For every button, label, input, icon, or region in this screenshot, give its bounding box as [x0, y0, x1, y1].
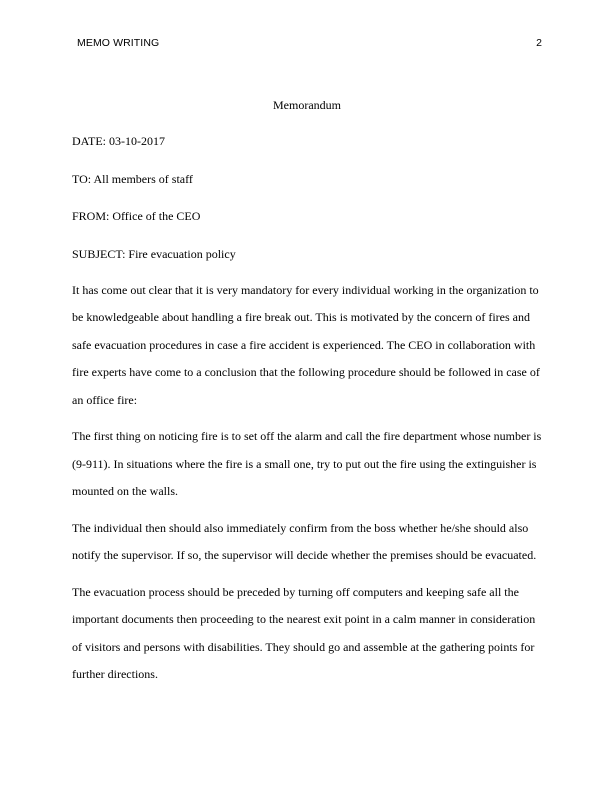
memo-to: TO: All members of staff	[72, 171, 193, 186]
memo-paragraph: It has come out clear that it is very mandatory for every individual working in the organization to be knowledgeable about handling a fire break out. This is motivated by the concern of fires and safe evacuation procedures in case a fire accident is experienced. The CEO in collaboration with fire experts have come to a conclusion that the following procedure should be followed in case of an office fire:	[72, 282, 540, 407]
running-head: MEMO WRITING	[77, 37, 160, 49]
memo-body	[72, 96, 542, 698]
memo-title: Memorandum	[273, 98, 341, 112]
page-number: 2	[536, 37, 542, 49]
memo-paragraph: The evacuation process should be preceded by turning off computers and keeping safe all the important documents then proceeding to the nearest exit point in a calm manner in consideration of visitors and persons with disabilities. They should go and assemble at the gathering points for further directions.	[72, 584, 536, 681]
memo-paragraph: The first thing on noticing fire is to set off the alarm and call the fire department whose number is (9-911). In situations where the fire is a small one, try to put out the fire using the extinguisher is mounted on the walls.	[72, 429, 542, 498]
memo-from: FROM: Office of the CEO	[72, 209, 201, 223]
memo-subject: SUBJECT: Fire evacuation policy	[72, 246, 236, 261]
memo-date: DATE: 03-10-2017	[72, 134, 165, 148]
memo-paragraph: The individual then should also immediately confirm from the boss whether he/she should also notify the supervisor. If so, the supervisor will decide whether the premises should be evacuated.	[72, 520, 537, 562]
